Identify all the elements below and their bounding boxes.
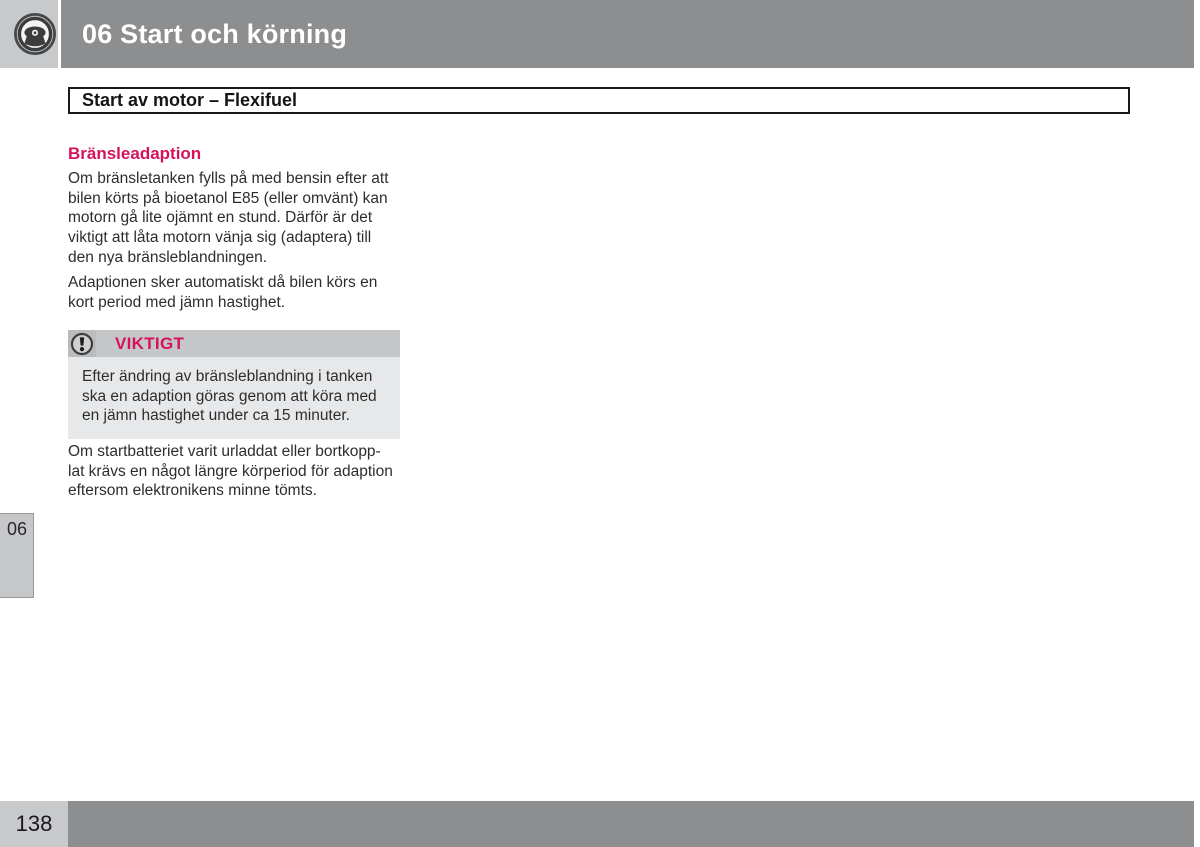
- important-label: VIKTIGT: [115, 333, 185, 353]
- body-line: Adaptionen sker automatiskt då bilen körs en: [68, 274, 378, 291]
- section-title-box: [68, 87, 1130, 114]
- subsection-heading: Bränsleadaption: [68, 144, 202, 163]
- body-line: ska en adaption göras genom att köra med: [82, 387, 377, 405]
- chapter-header-band: [61, 0, 1194, 68]
- steering-wheel-icon: [13, 12, 57, 56]
- paragraph: [68, 273, 413, 312]
- footer-band: [68, 801, 1194, 847]
- body-line: en jämn hastighet under ca 15 minuter.: [82, 407, 350, 425]
- exclamation-icon: [70, 332, 94, 356]
- important-icon-cell: [68, 330, 96, 357]
- body-line: viktigt att låta motorn vänja sig (adaptera) till: [68, 229, 372, 247]
- body-line: bilen körts på bioetanol E85 (eller omvänt) kan: [68, 189, 388, 207]
- section-title: Start av motor – Flexifuel: [82, 90, 298, 110]
- chapter-side-tab: [0, 513, 34, 598]
- body-line: motorn gå lite ojämnt en stund. Därför är det: [68, 209, 373, 227]
- chapter-side-tab-label: 06: [6, 519, 27, 539]
- body-line: den nya bränsleblandningen.: [68, 248, 268, 266]
- important-box-header: [68, 330, 400, 357]
- body-line: Om bränsletanken fylls på med bensin efter att: [68, 170, 389, 187]
- body-line: lat krävs en något längre körperiod för adaption: [68, 462, 393, 480]
- body-line: Om startbatteriet varit urladdat eller bortkopp-: [68, 443, 381, 460]
- body-line: Efter ändring av bränsleblandning i tanken: [82, 368, 373, 385]
- body-line: kort period med jämn hastighet.: [68, 293, 286, 311]
- chapter-title: 06 Start och körning: [82, 18, 348, 49]
- important-box: [68, 330, 400, 439]
- body-line: eftersom elektronikens minne tömts.: [68, 482, 317, 500]
- important-box-body: [68, 357, 400, 439]
- chapter-icon-square: [0, 0, 58, 68]
- page-number: 138: [15, 811, 53, 836]
- paragraph: [68, 442, 413, 501]
- page-number-cell: [0, 801, 68, 847]
- paragraph: [68, 169, 413, 268]
